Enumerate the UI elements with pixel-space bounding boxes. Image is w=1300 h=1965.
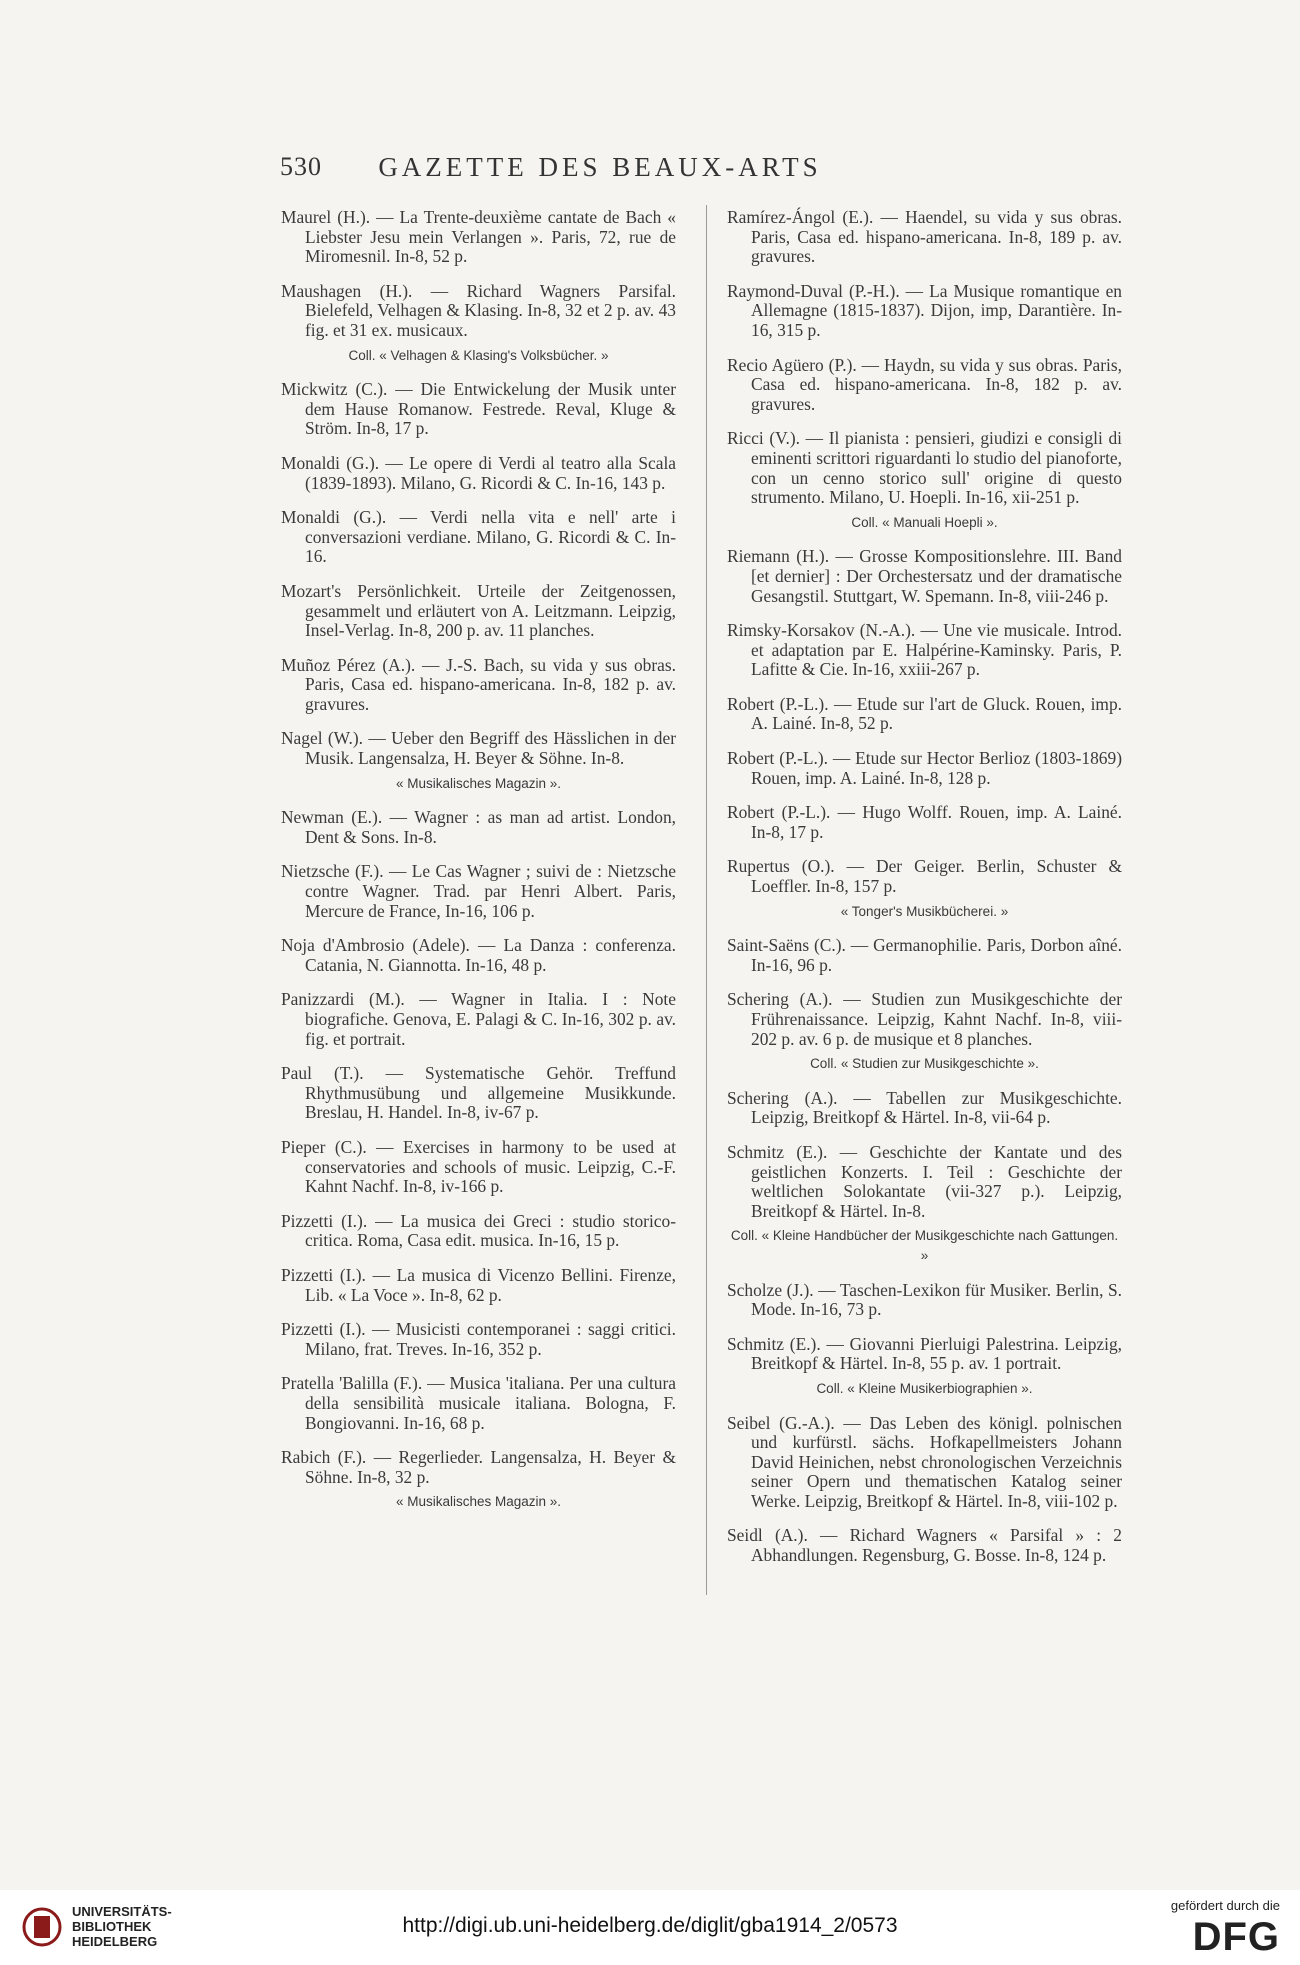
bibliography-entry xyxy=(727,1335,1122,1399)
entry-collection-note: Coll. « Kleine Handbücher der Musikgeschichte nach Gattungen. » xyxy=(730,1228,1119,1263)
bibliography-entry xyxy=(727,282,1122,341)
journal-title: GAZETTE DES BEAUX-ARTS xyxy=(378,152,822,182)
bibliography-entry xyxy=(727,621,1122,680)
entry-text: Nagel (W.). — Ueber den Begriff des Hässlichen in der Musik. Langensalza, H. Beyer & Söhne. In-8. xyxy=(281,728,676,769)
entry-text: Pieper (C.). — Exercises in harmony to be used at conservatories and schools of music. Leipzig, C.-F. Kahnt Nachf. In-8, iv-166 p. xyxy=(281,1136,676,1197)
entry-text: Schering (A.). — Tabellen zur Musikgeschichte. Leipzig, Breitkopf & Härtel. In-8, vii-64 p. xyxy=(727,1087,1122,1128)
entry-collection-note: « Musikalisches Magazin ». xyxy=(395,775,562,791)
left-column xyxy=(281,208,676,1527)
entry-text: Maurel (H.). — La Trente-deuxième cantate de Bach « Liebster Jesu mein Verlangen ». Paris, 72, rue de Miromesnil. In-8, 52 p. xyxy=(281,207,676,267)
entry-text: Monaldi (G.). — Verdi nella vita e nell' arte i conversazioni verdiane. Milano, G. Ricordi & C. In-16. xyxy=(281,507,676,567)
dfg-logo: DFG xyxy=(1192,1915,1280,1959)
bibliography-entry xyxy=(281,656,676,715)
library-name-line: HEIDELBERG xyxy=(72,1934,158,1949)
entry-text: Riemann (H.). — Grosse Kompositionslehre. III. Band [et dernier] : Der Orchestersatz und der dramatische Gesangstil. Stuttgart, W. Spemann. In-8, viii-246 p. xyxy=(727,546,1122,606)
bibliography-entry xyxy=(281,808,676,847)
bibliography-entry xyxy=(727,695,1122,734)
bibliography-entry xyxy=(727,1526,1122,1565)
entry-collection-note: « Tonger's Musikbücherei. » xyxy=(840,903,1009,919)
bibliography-entry xyxy=(727,990,1122,1073)
library-name-line: BIBLIOTHEK xyxy=(72,1919,152,1934)
entry-text: Maushagen (H.). — Richard Wagners Parsifal. Bielefeld, Velhagen & Klasing. In-8, 32 et 2 p. av. 43 fig. et 31 ex. musicaux. xyxy=(281,280,676,340)
bibliography-entry xyxy=(281,1320,676,1359)
bibliography-entry xyxy=(281,1448,676,1512)
bibliography-entry xyxy=(727,1143,1122,1266)
bibliography-entry xyxy=(727,749,1122,788)
entry-text: Schmitz (E.). — Geschichte der Kantate und des geistlichen Konzerts. I. Teil : Geschichte der weltlichen Solokantate (vii-327 p.). Leipzig, Breitkopf & Härtel. In-8. xyxy=(727,1141,1122,1221)
entry-text: Recio Agüero (P.). — Haydn, su vida y sus obras. Paris, Casa ed. hispano-americana. In-8, 182 p. av. gravures. xyxy=(727,354,1122,414)
bibliography-entry xyxy=(727,936,1122,975)
bibliography-entry xyxy=(281,936,676,975)
bibliography-entry xyxy=(281,1266,676,1305)
bibliography-entry xyxy=(281,582,676,641)
bibliography-entry xyxy=(727,429,1122,532)
column-divider xyxy=(706,205,707,1595)
entry-text: Mozart's Persönlichkeit. Urteile der Zeitgenossen, gesammelt und erläutert von A. Leitzmann. Leipzig, Insel-Verlag. In-8, 200 p. av. 11 planches. xyxy=(281,580,676,641)
entry-text: Seidl (A.). — Richard Wagners « Parsifal » : 2 Abhandlungen. Regensburg, G. Bosse. In-8, 124 p. xyxy=(727,1525,1122,1566)
entry-collection-note: « Musikalisches Magazin ». xyxy=(395,1494,562,1510)
entry-text: Rimsky-Korsakov (N.-A.). — Une vie musicale. Introd. et adaptation par E. Halpérine-Kaminsky. Paris, P. Lafitte & Cie. In-16, xxiii-267 p. xyxy=(727,620,1122,680)
entry-text: Rupertus (O.). — Der Geiger. Berlin, Schuster & Loeffler. In-8, 157 p. xyxy=(727,856,1122,897)
entry-text: Muñoz Pérez (A.). — J.-S. Bach, su vida y sus obras. Paris, Casa ed. hispano-americana. In-8, 182 p. av. gravures. xyxy=(281,654,676,714)
entry-collection-note: Coll. « Kleine Musikerbiographien ». xyxy=(816,1380,1033,1396)
entry-text: Rabich (F.). — Regerlieder. Langensalza, H. Beyer & Söhne. In-8, 32 p. xyxy=(281,1447,676,1487)
entry-text: Seibel (G.-A.). — Das Leben des königl. polnischen und kurfürstl. sächs. Hofkapellmeisters Johann David Heinichen, nebst chronologischen Verzeichnis seiner Opern und thematischen Katalog seiner Werke. Leipzig, Breitkopf & Härtel. In-8, viii-102 p. xyxy=(727,1412,1122,1511)
bibliography-entry xyxy=(281,508,676,567)
bibliography-entry xyxy=(727,1089,1122,1128)
entry-text: Schering (A.). — Studien zun Musikgeschichte der Frührenaissance. Leipzig, Kahnt Nachf. In-8, viii-202 p. av. 6 p. de musique et 8 planches. xyxy=(727,989,1122,1049)
entry-text: Robert (P.-L.). — Etude sur l'art de Gluck. Rouen, imp. A. Lainé. In-8, 52 p. xyxy=(727,693,1122,734)
entry-collection-note: Coll. « Manuali Hoepli ». xyxy=(851,514,998,530)
entry-collection-note: Coll. « Velhagen & Klasing's Volksbücher. » xyxy=(348,347,609,363)
bibliography-entry xyxy=(727,1414,1122,1512)
entry-text: Pizzetti (I.). — Musicisti contemporanei : saggi critici. Milano, frat. Treves. In-16, 352 p. xyxy=(281,1319,676,1359)
entry-text: Ricci (V.). — Il pianista : pensieri, giudizi e consigli di eminenti scrittori riguardanti lo studio del pianoforte, con un cenno storico sull' origine di questo strumento. Milano, U. Hoepli. In-16, xii-251 p. xyxy=(727,428,1122,508)
viewer-footer xyxy=(0,1890,1300,1965)
entry-text: Pratella 'Balilla (F.). — Musica 'italiana. Per una cultura della sensibilità musicale italiana. Bologna, F. Bongiovanni. In-16, 68 p. xyxy=(281,1373,676,1433)
entry-text: Ramírez-Ángol (E.). — Haendel, su vida y sus obras. Paris, Casa ed. hispano-americana. In-8, 189 p. av. gravures. xyxy=(727,207,1122,267)
entry-text: Paul (T.). — Systematische Gehör. Treffund Rhythmusübung und allgemeine Musikkunde. Breslau, H. Handel. In-8, iv-67 p. xyxy=(281,1063,676,1123)
page-number: 530 xyxy=(280,152,322,181)
bibliography-entry xyxy=(727,857,1122,921)
permalink-url[interactable]: http://digi.ub.uni-heidelberg.de/diglit/gba1914_2/0573 xyxy=(402,1914,898,1937)
funded-by-label: gefördert durch die xyxy=(1170,1898,1280,1913)
bibliography-entry xyxy=(281,862,676,921)
bibliography-entry xyxy=(281,208,676,267)
entry-collection-note: Coll. « Studien zur Musikgeschichte ». xyxy=(810,1056,1039,1072)
bibliography-entry xyxy=(281,1374,676,1433)
bibliography-entry xyxy=(281,1064,676,1123)
entry-text: Newman (E.). — Wagner : as man ad artist. London, Dent & Sons. In-8. xyxy=(281,807,676,847)
entry-text: Pizzetti (I.). — La musica di Vicenzo Bellini. Firenze, Lib. « La Voce ». In-8, 62 p. xyxy=(281,1264,676,1305)
entry-text: Raymond-Duval (P.-H.). — La Musique romantique en Allemagne (1815-1837). Dijon, imp, Darantière. In-16, 315 p. xyxy=(727,280,1122,340)
entry-text: Panizzardi (M.). — Wagner in Italia. I : Note biografiche. Genova, E. Palagi & C. In-16, 302 p. av. fig. et portrait. xyxy=(281,989,676,1049)
entry-text: Robert (P.-L.). — Etude sur Hector Berlioz (1803-1869) Rouen, imp. A. Lainé. In-8, 128 p. xyxy=(727,748,1122,788)
bibliography-entry xyxy=(727,803,1122,842)
bibliography-entry xyxy=(281,1212,676,1251)
right-column xyxy=(727,208,1122,1581)
bibliography-entry xyxy=(281,282,676,365)
bibliography-entry xyxy=(727,356,1122,415)
bibliography-entry xyxy=(281,729,676,793)
entry-text: Monaldi (G.). — Le opere di Verdi al teatro alla Scala (1839-1893). Milano, G. Ricordi & C. In-16, 143 p. xyxy=(281,452,676,493)
entry-text: Saint-Saëns (C.). — Germanophilie. Paris, Dorbon aîné. In-16, 96 p. xyxy=(727,935,1122,975)
entry-text: Mickwitz (C.). — Die Entwickelung der Musik unter dem Hause Romanow. Festrede. Reval, Kluge & Ström. In-8, 17 p. xyxy=(281,379,676,439)
bibliography-entry xyxy=(727,208,1122,267)
entry-text: Schmitz (E.). — Giovanni Pierluigi Palestrina. Leipzig, Breitkopf & Härtel. In-8, 55 p. av. 1 portrait. xyxy=(727,1333,1122,1374)
entry-text: Pizzetti (I.). — La musica dei Greci : studio storico-critica. Roma, Casa edit. musica. In-16, 15 p. xyxy=(281,1210,676,1251)
bibliography-entry xyxy=(281,454,676,493)
library-name-line: UNIVERSITÄTS- xyxy=(72,1904,172,1919)
bibliography-entry xyxy=(281,380,676,439)
entry-text: Robert (P.-L.). — Hugo Wolff. Rouen, imp. A. Lainé. In-8, 17 p. xyxy=(727,802,1122,842)
bibliography-entry xyxy=(281,1138,676,1197)
entry-text: Noja d'Ambrosio (Adele). — La Danza : conferenza. Catania, N. Giannotta. In-16, 48 p. xyxy=(281,935,676,975)
bibliography-entry xyxy=(727,1281,1122,1320)
page-header xyxy=(280,152,920,192)
entry-text: Scholze (J.). — Taschen-Lexikon für Musiker. Berlin, S. Mode. In-16, 73 p. xyxy=(727,1279,1122,1320)
bibliography-entry xyxy=(281,990,676,1049)
bibliography-entry xyxy=(727,547,1122,606)
entry-text: Nietzsche (F.). — Le Cas Wagner ; suivi de : Nietzsche contre Wagner. Trad. par Henri Albert. Paris, Mercure de France, In-16, 106 p. xyxy=(281,861,676,921)
